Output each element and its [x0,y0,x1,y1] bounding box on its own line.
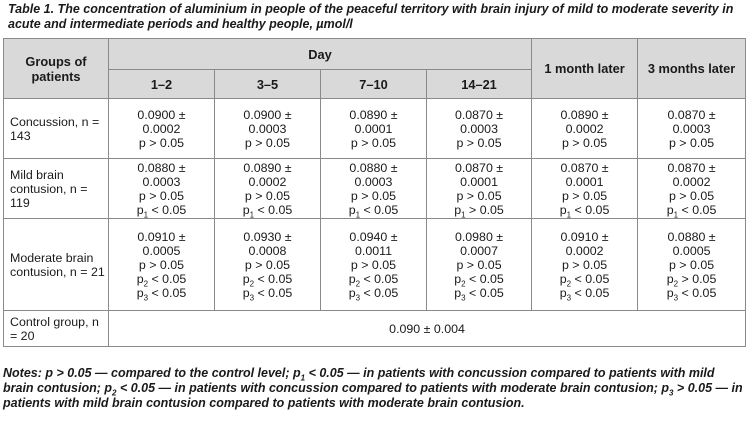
text-segment: 0.0002 [248,174,287,189]
p-symbol: p [136,271,144,286]
value-line [109,108,214,122]
p-symbol: p [666,271,674,286]
table-body [4,99,746,347]
control-value-cell: 0.090 ± 0.004 [109,311,746,347]
p-subscript: 3 [669,388,674,398]
value-line [638,286,745,300]
header-day-7-10: 7–10 [321,70,427,99]
text-segment: 0.0001 [354,121,393,136]
value-line [427,175,531,189]
value-cell [215,159,321,219]
value-cell [427,159,532,219]
p-subscript: 3 [355,292,361,302]
p-symbol: p [136,285,144,300]
value-line [215,136,320,150]
value-line [321,230,426,244]
p-symbol: p [242,202,250,217]
p-subscript: 1 [461,209,466,219]
value-line [427,122,531,136]
value-line [215,203,320,217]
value-line [109,286,214,300]
p-subscript: 3 [249,292,255,302]
p-symbol: p [661,381,669,395]
value-cell [638,219,746,311]
value-cell [427,99,532,159]
value-line [321,108,426,122]
value-line [215,122,320,136]
header-day: Day [109,39,532,70]
value-line [109,230,214,244]
value-line [638,122,745,136]
text-segment: 0.0008 [248,243,287,258]
text-segment: 0.0007 [460,243,498,258]
p-comparison: < 0.05 [360,285,399,300]
value-line [215,272,320,286]
value-line [321,189,426,203]
p-comparison: < 0.05 [571,271,610,286]
p-subscript: 1 [249,209,255,219]
text-segment: p > 0.05 [456,135,502,150]
value-line [532,161,637,175]
p-symbol: p [559,271,567,286]
text-segment: p > 0.05 [350,257,397,272]
p-subscript: 2 [566,278,572,288]
p-comparison: > 0.05 [678,271,717,286]
p-comparison: < 0.05 [571,285,610,300]
text-segment: p > 0.05 [138,188,185,203]
p-symbol: p [666,202,674,217]
text-segment: Notes: p > 0.05 — compared to the control level; [3,366,293,380]
text-segment: 0.0870 ± [667,160,716,175]
p-subscript: 1 [673,209,679,219]
text-segment: 0.0870 ± [454,160,504,175]
p-comparison: < 0.05 [148,285,187,300]
value-line [321,175,426,189]
p-symbol: p [559,285,567,300]
text-segment: 0.0900 ± [137,107,186,122]
text-segment: 0.0890 ± [349,107,398,122]
text-segment: 0.0910 ± [560,229,609,244]
value-line [427,230,531,244]
text-segment: 0.0001 [460,174,498,189]
value-cell [532,159,638,219]
p-symbol: p [559,202,567,217]
value-line [638,203,745,217]
text-segment: p > 0.05 [138,257,185,272]
p-comparison: < 0.05 [678,202,717,217]
text-segment: p > 0.05 [668,257,715,272]
value-line [427,161,531,175]
text-segment: 0.0003 [460,121,498,136]
text-segment: 0.0880 ± [349,160,398,175]
value-line [321,258,426,272]
p-comparison: < 0.05 [465,271,504,286]
value-line [427,258,531,272]
p-comparison: < 0.05 [360,202,399,217]
text-segment: p > 0.05 [456,188,502,203]
p-symbol: p [348,285,356,300]
p-subscript: 1 [300,373,306,383]
value-line [427,203,531,217]
text-segment: 0.0880 ± [137,160,186,175]
text-segment: 0.0011 [355,243,392,258]
value-line [215,175,320,189]
value-line [321,122,426,136]
value-line [215,108,320,122]
text-segment: 0.0003 [672,121,711,136]
p-comparison: < 0.05 [148,271,187,286]
text-segment: 0.0900 ± [243,107,292,122]
value-line [321,286,426,300]
p-symbol: p [293,366,301,380]
value-line [109,122,214,136]
value-line [215,286,320,300]
value-line [638,258,745,272]
p-subscript: 1 [566,209,572,219]
p-symbol: p [104,381,113,395]
data-table [3,38,746,347]
value-line [427,244,531,258]
text-segment: p > 0.05 [244,135,291,150]
value-line [532,286,637,300]
text-segment: 0.0002 [672,174,711,189]
value-line [532,244,637,258]
text-segment: p > 0.05 [561,257,608,272]
text-segment: 0.0005 [142,243,181,258]
text-segment: 0.0870 ± [560,160,609,175]
value-line [215,244,320,258]
p-subscript: 2 [673,278,679,288]
text-segment: 0.0002 [565,243,604,258]
p-symbol: p [136,202,144,217]
value-line [532,272,637,286]
p-symbol: p [348,271,356,286]
table-row [4,159,746,219]
p-subscript: 1 [355,209,361,219]
text-segment: 0.0003 [248,121,287,136]
p-comparison: < 0.05 — in patients with concussion compared to patients with moderate brain contusion; [116,381,662,395]
p-subscript: 2 [461,278,466,288]
text-segment: 0.0005 [672,243,711,258]
text-segment: 0.0890 ± [560,107,609,122]
value-cell [215,99,321,159]
p-subscript: 1 [143,209,149,219]
p-symbol: p [348,202,356,217]
text-segment: 0.0940 ± [349,229,398,244]
value-line [638,175,745,189]
value-line [532,189,637,203]
p-subscript: 2 [355,278,361,288]
value-cell [532,219,638,311]
text-segment: 0.0001 [565,174,604,189]
p-subscript: 3 [461,292,466,302]
text-segment: 0.0910 ± [137,229,186,244]
value-cell [321,99,427,159]
p-symbol: p [454,271,462,286]
value-line [638,230,745,244]
text-segment: p > 0.05 [668,135,715,150]
value-cell [638,159,746,219]
value-line [321,244,426,258]
p-subscript: 3 [566,292,572,302]
text-segment: p > 0.05 [561,188,608,203]
value-line [215,161,320,175]
group-cell: Moderate brain contusion, n = 21 [4,219,109,311]
value-cell [321,159,427,219]
value-line [109,161,214,175]
value-line [109,244,214,258]
value-line [321,272,426,286]
value-line [109,189,214,203]
value-line [321,203,426,217]
value-cell [109,159,215,219]
p-symbol: p [242,271,250,286]
text-segment: 0.0002 [142,121,181,136]
text-segment: p > 0.05 [244,257,291,272]
value-cell [109,219,215,311]
p-comparison: > 0.05 [465,202,504,217]
value-line [532,230,637,244]
p-comparison: < 0.05 [465,285,504,300]
value-line [215,189,320,203]
value-line [638,161,745,175]
p-subscript: 2 [249,278,255,288]
p-comparison: < 0.05 [148,202,187,217]
text-segment: p > 0.05 [350,135,397,150]
value-line [109,258,214,272]
text-segment: p > 0.05 [138,135,185,150]
value-line [109,136,214,150]
header-day-3-5: 3–5 [215,70,321,99]
p-subscript: 2 [112,388,117,398]
value-line [321,136,426,150]
text-segment: p > 0.05 [244,188,291,203]
group-cell: Concussion, n = 143 [4,99,109,159]
value-line [638,189,745,203]
value-line [638,272,745,286]
value-line [109,203,214,217]
value-line [427,136,531,150]
p-comparison: < 0.05 [254,202,293,217]
p-comparison: < 0.05 [571,202,610,217]
text-segment: p > 0.05 [350,188,397,203]
value-line [532,175,637,189]
text-segment: p > 0.05 [456,257,502,272]
control-group-cell: Control group, n = 20 [4,311,109,347]
value-cell [109,99,215,159]
value-cell [532,99,638,159]
p-comparison: < 0.05 [254,271,293,286]
value-line [215,230,320,244]
table-title: Table 1. The concentration of aluminium in people of the peaceful territory with brain injury of mild to moderate severity in acute and intermediate periods and healthy people, µmol/l [8,2,734,31]
text-segment: 0.0003 [354,174,393,189]
p-subscript: 3 [673,292,679,302]
value-line [109,175,214,189]
value-line [321,161,426,175]
text-segment: 0.0890 ± [243,160,292,175]
p-comparison: < 0.05 — in patients with concussion compared to patients with mild brain contusion; [3,366,715,395]
p-comparison: < 0.05 [678,285,717,300]
value-cell [321,219,427,311]
text-segment: 0.0003 [142,174,181,189]
group-cell: Mild brain contusion, n = 119 [4,159,109,219]
text-segment: 0.0002 [565,121,604,136]
table-row [4,219,746,311]
text-segment: 0.0880 ± [667,229,716,244]
p-subscript: 2 [143,278,149,288]
value-line [109,272,214,286]
value-line [427,189,531,203]
text-segment: p > 0.05 [668,188,715,203]
value-line [532,258,637,272]
p-symbol: p [242,285,250,300]
header-groups: Groups of patients [4,39,109,99]
value-line [532,136,637,150]
value-cell [427,219,532,311]
text-segment: 0.0870 ± [454,107,504,122]
p-subscript: 3 [143,292,149,302]
value-line [532,203,637,217]
value-line [638,108,745,122]
text-segment: p > 0.05 [561,135,608,150]
p-symbol: p [454,285,462,300]
table-row [4,99,746,159]
header-1-month: 1 month later [532,39,638,99]
p-comparison: > 0.05 — in patients with mild brain contusion compared to patients with moderate brain contusion. [3,381,743,410]
value-line [532,108,637,122]
header-day-1-2: 1–2 [109,70,215,99]
p-comparison: < 0.05 [360,271,399,286]
value-line [427,108,531,122]
value-cell [638,99,746,159]
value-line [427,272,531,286]
control-row [4,311,746,347]
value-line [215,258,320,272]
text-segment: 0.0930 ± [243,229,292,244]
header-day-14-21: 14–21 [427,70,532,99]
table-notes [3,366,745,411]
text-segment: 0.0980 ± [454,229,504,244]
value-line [638,136,745,150]
value-line [532,122,637,136]
p-symbol: p [666,285,674,300]
value-line [427,286,531,300]
value-cell [215,219,321,311]
value-line [638,244,745,258]
p-symbol: p [454,202,462,217]
header-3-months: 3 months later [638,39,746,99]
p-comparison: < 0.05 [254,285,293,300]
text-segment: 0.0870 ± [667,107,716,122]
